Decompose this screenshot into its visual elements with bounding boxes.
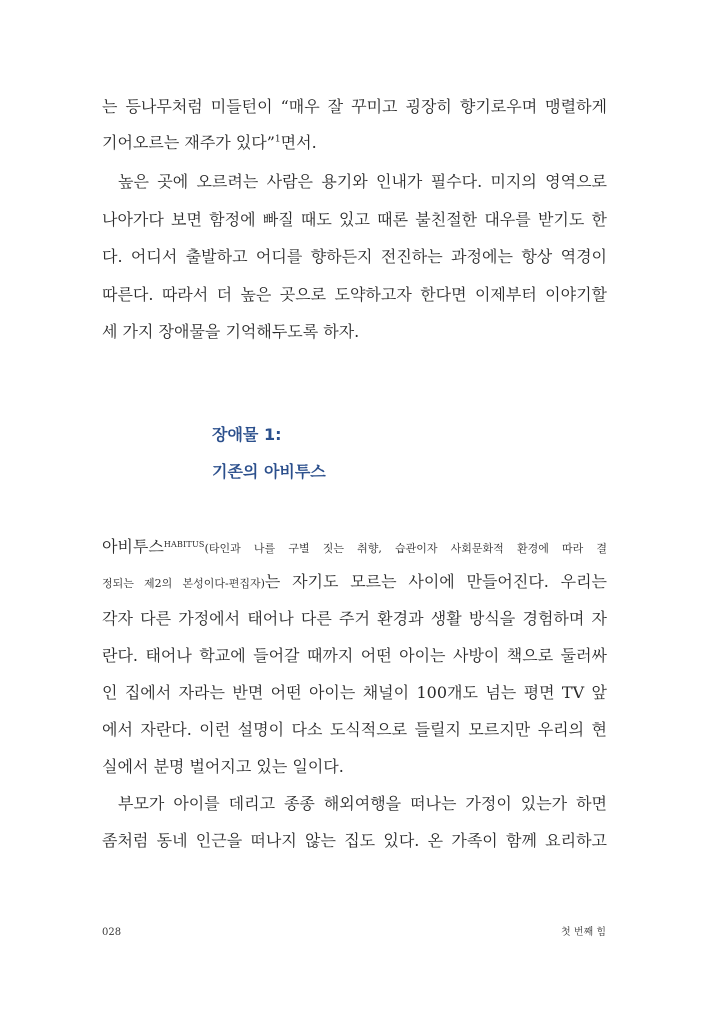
body-text: 기어오르는 재주가 있다” bbox=[102, 133, 275, 152]
body-line: 좀처럼 동네 인근을 떠나지 않는 집도 있다. 온 가족이 함께 요리하고 bbox=[102, 831, 607, 850]
body-line: 따른다. 따라서 더 높은 곳으로 도약하고자 한다면 이제부터 이야기할 bbox=[102, 285, 607, 304]
body-line: 부모가 아이를 데리고 종종 해외여행을 떠나는 가정이 있는가 하면 bbox=[118, 794, 607, 813]
body-line: 높은 곳에 오르려는 사람은 용기와 인내가 필수다. 미지의 영역으로 bbox=[118, 172, 607, 191]
term: 아비투스 bbox=[102, 537, 164, 556]
body-line: 나아가다 보면 함정에 빠질 때도 있고 때론 불친절한 대우를 받기도 한 bbox=[102, 210, 607, 229]
body-line: 인 집에서 자라는 반면 어떤 아이는 채널이 100개도 넘는 평면 TV 앞 bbox=[102, 683, 607, 702]
body-line bbox=[102, 572, 607, 594]
body-line: 다. 어디서 출발하고 어디를 향하든지 전진하는 과정에는 항상 역경이 bbox=[102, 247, 607, 266]
body-line bbox=[102, 133, 607, 153]
section-heading-line2: 기존의 아비투스 bbox=[212, 462, 326, 481]
body-line: 각자 다른 가정에서 태어나 다른 주거 환경과 생활 방식을 경험하며 자 bbox=[102, 609, 607, 628]
body-line: 세 가지 장애물을 기억해두도록 하자. bbox=[102, 322, 360, 341]
body-line bbox=[102, 535, 607, 559]
body-line: 에서 자란다. 이런 설명이 다소 도식적으로 들릴지 모르지만 우리의 현 bbox=[102, 720, 607, 739]
editor-note: (타인과 나를 구별 짓는 취향, 습관이자 사회문화적 환경에 따라 결 bbox=[204, 542, 607, 555]
body-text: 면서. bbox=[280, 133, 317, 152]
running-footer-title: 첫 번째 힘 bbox=[561, 927, 606, 938]
page-number: 028 bbox=[102, 927, 122, 938]
body-line: 는 등나무처럼 미들턴이 “매우 잘 꾸미고 굉장히 향기로우며 맹렬하게 bbox=[102, 97, 607, 116]
body-text: 는 자기도 모르는 사이에 만들어진다. 우리는 bbox=[264, 572, 607, 591]
section-heading-line1: 장애물 1: bbox=[212, 425, 282, 444]
editor-note: 정되는 제2의 본성이다-편집자) bbox=[102, 577, 265, 590]
body-line: 실에서 분명 벌어지고 있는 일이다. bbox=[102, 757, 344, 776]
footnote-marker: 1 bbox=[274, 134, 281, 145]
term-latin: HABITUS bbox=[163, 540, 205, 549]
body-line: 란다. 태어나 학교에 들어갈 때까지 어떤 아이는 사방이 책으로 둘러싸 bbox=[102, 646, 607, 665]
